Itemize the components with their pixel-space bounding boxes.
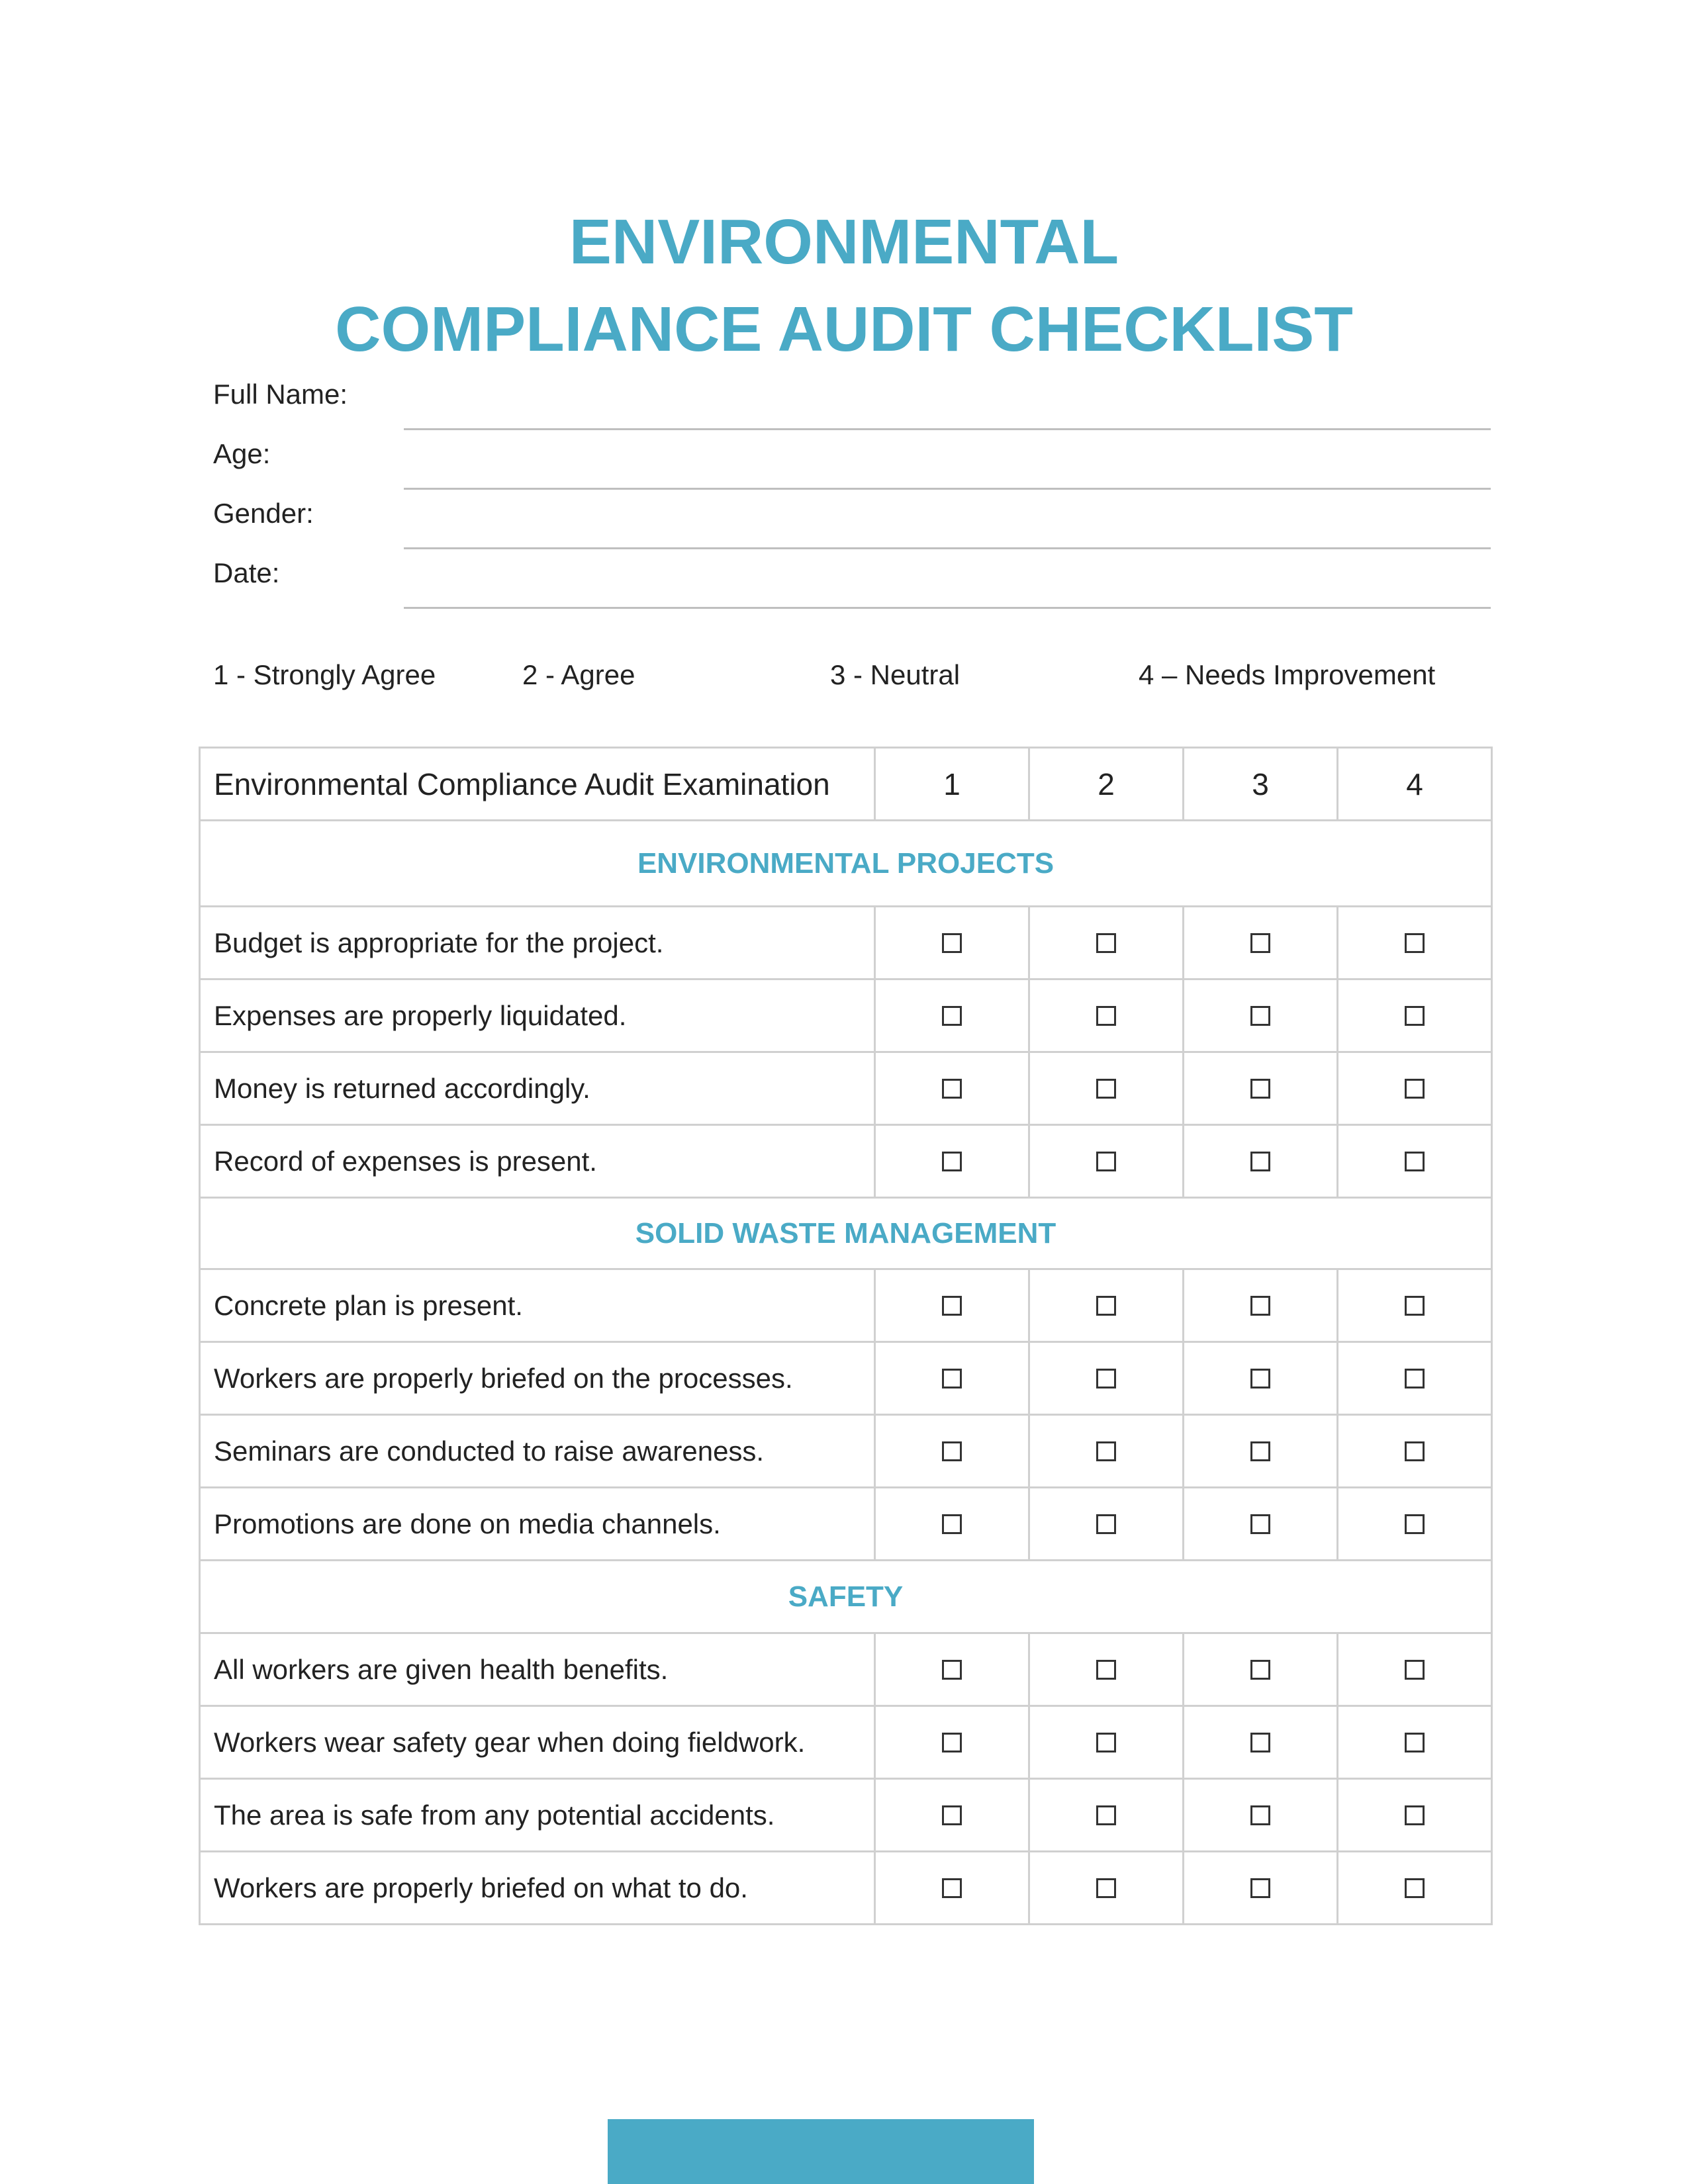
title-line-1: ENVIRONMENTAL (569, 206, 1119, 277)
header-rating-4: 4 (1338, 748, 1492, 821)
rating-4-checkbox[interactable] (1405, 1514, 1425, 1534)
item-description: Seminars are conducted to raise awareness. (200, 1415, 875, 1488)
full-name-field[interactable] (213, 371, 1491, 430)
item-description: Concrete plan is present. (200, 1269, 875, 1342)
audit-checklist-table (199, 747, 1493, 1925)
table-row (200, 1269, 1492, 1342)
rating-2-checkbox[interactable] (1096, 1006, 1116, 1026)
item-description: Promotions are done on media channels. (200, 1488, 875, 1561)
table-row (200, 907, 1492, 979)
section-title: ENVIRONMENTAL PROJECTS (200, 821, 1492, 907)
rating-3-checkbox[interactable] (1250, 1733, 1270, 1752)
date-input-line[interactable] (404, 607, 1491, 609)
rating-1-checkbox[interactable] (942, 1733, 962, 1752)
rating-3-checkbox[interactable] (1250, 1441, 1270, 1461)
gender-label: Gender: (213, 498, 314, 529)
rating-3-checkbox[interactable] (1250, 1514, 1270, 1534)
full-name-label: Full Name: (213, 379, 348, 410)
rating-3-checkbox[interactable] (1250, 1079, 1270, 1099)
header-rating-2: 2 (1029, 748, 1184, 821)
rating-4-checkbox[interactable] (1405, 1441, 1425, 1461)
document-title (0, 199, 1688, 373)
item-description: All workers are given health benefits. (200, 1633, 875, 1706)
rating-1-checkbox[interactable] (942, 1296, 962, 1316)
rating-2-checkbox[interactable] (1096, 1441, 1116, 1461)
rating-1-checkbox[interactable] (942, 1805, 962, 1825)
rating-3-checkbox[interactable] (1250, 1006, 1270, 1026)
item-description: Workers are properly briefed on the processes. (200, 1342, 875, 1415)
rating-3-checkbox[interactable] (1250, 1369, 1270, 1388)
rating-4-checkbox[interactable] (1405, 1079, 1425, 1099)
rating-4-checkbox[interactable] (1405, 1660, 1425, 1680)
table-row (200, 1852, 1492, 1925)
section-title: SAFETY (200, 1561, 1492, 1633)
rating-1-checkbox[interactable] (942, 1079, 962, 1099)
legend-item-4: 4 – Needs Improvement (1139, 659, 1436, 690)
rating-1-checkbox[interactable] (942, 1441, 962, 1461)
rating-3-checkbox[interactable] (1250, 1878, 1270, 1898)
rating-1-checkbox[interactable] (942, 1660, 962, 1680)
rating-4-checkbox[interactable] (1405, 1369, 1425, 1388)
table-row (200, 1415, 1492, 1488)
section-row-environmental-projects (200, 821, 1492, 907)
rating-4-checkbox[interactable] (1405, 1152, 1425, 1171)
legend-item-2: 2 - Agree (522, 659, 635, 690)
legend-item-1: 1 - Strongly Agree (213, 659, 436, 690)
rating-3-checkbox[interactable] (1250, 1296, 1270, 1316)
rating-1-checkbox[interactable] (942, 1152, 962, 1171)
rating-2-checkbox[interactable] (1096, 1079, 1116, 1099)
item-description: Expenses are properly liquidated. (200, 979, 875, 1052)
age-label: Age: (213, 438, 271, 469)
section-row-solid-waste-management (200, 1198, 1492, 1269)
table-row (200, 1125, 1492, 1198)
item-description: Workers wear safety gear when doing fieldwork. (200, 1706, 875, 1779)
rating-1-checkbox[interactable] (942, 933, 962, 953)
rating-2-checkbox[interactable] (1096, 1514, 1116, 1534)
header-rating-1: 1 (875, 748, 1029, 821)
rating-1-checkbox[interactable] (942, 1514, 962, 1534)
rating-2-checkbox[interactable] (1096, 1660, 1116, 1680)
item-description: Workers are properly briefed on what to do. (200, 1852, 875, 1925)
rating-1-checkbox[interactable] (942, 1878, 962, 1898)
header-description: Environmental Compliance Audit Examination (200, 748, 875, 821)
table-row (200, 1779, 1492, 1852)
rating-4-checkbox[interactable] (1405, 1733, 1425, 1752)
item-description: Money is returned accordingly. (200, 1052, 875, 1125)
legend-item-3: 3 - Neutral (830, 659, 961, 690)
rating-3-checkbox[interactable] (1250, 1152, 1270, 1171)
item-description: Record of expenses is present. (200, 1125, 875, 1198)
rating-2-checkbox[interactable] (1096, 1296, 1116, 1316)
table-row (200, 1342, 1492, 1415)
section-row-safety (200, 1561, 1492, 1633)
table-row (200, 1052, 1492, 1125)
rating-4-checkbox[interactable] (1405, 1296, 1425, 1316)
item-description: The area is safe from any potential accidents. (200, 1779, 875, 1852)
table-row (200, 1633, 1492, 1706)
rating-2-checkbox[interactable] (1096, 933, 1116, 953)
rating-4-checkbox[interactable] (1405, 1805, 1425, 1825)
rating-3-checkbox[interactable] (1250, 933, 1270, 953)
table-row (200, 979, 1492, 1052)
section-title: SOLID WASTE MANAGEMENT (200, 1198, 1492, 1269)
table-row (200, 1488, 1492, 1561)
title-line-2: COMPLIANCE AUDIT CHECKLIST (335, 294, 1353, 365)
rating-4-checkbox[interactable] (1405, 933, 1425, 953)
rating-2-checkbox[interactable] (1096, 1152, 1116, 1171)
gender-field[interactable] (213, 490, 1491, 549)
table-row (200, 1706, 1492, 1779)
date-label: Date: (213, 557, 280, 588)
rating-4-checkbox[interactable] (1405, 1006, 1425, 1026)
rating-3-checkbox[interactable] (1250, 1805, 1270, 1825)
rating-2-checkbox[interactable] (1096, 1805, 1116, 1825)
item-description: Budget is appropriate for the project. (200, 907, 875, 979)
rating-1-checkbox[interactable] (942, 1006, 962, 1026)
rating-4-checkbox[interactable] (1405, 1878, 1425, 1898)
table-header-row (200, 748, 1492, 821)
rating-1-checkbox[interactable] (942, 1369, 962, 1388)
rating-2-checkbox[interactable] (1096, 1733, 1116, 1752)
date-field[interactable] (213, 549, 1491, 609)
header-rating-3: 3 (1184, 748, 1338, 821)
rating-legend (213, 655, 1491, 695)
footer-accent-bar (608, 2119, 1034, 2184)
rating-2-checkbox[interactable] (1096, 1878, 1116, 1898)
rating-3-checkbox[interactable] (1250, 1660, 1270, 1680)
age-field[interactable] (213, 430, 1491, 490)
rating-2-checkbox[interactable] (1096, 1369, 1116, 1388)
